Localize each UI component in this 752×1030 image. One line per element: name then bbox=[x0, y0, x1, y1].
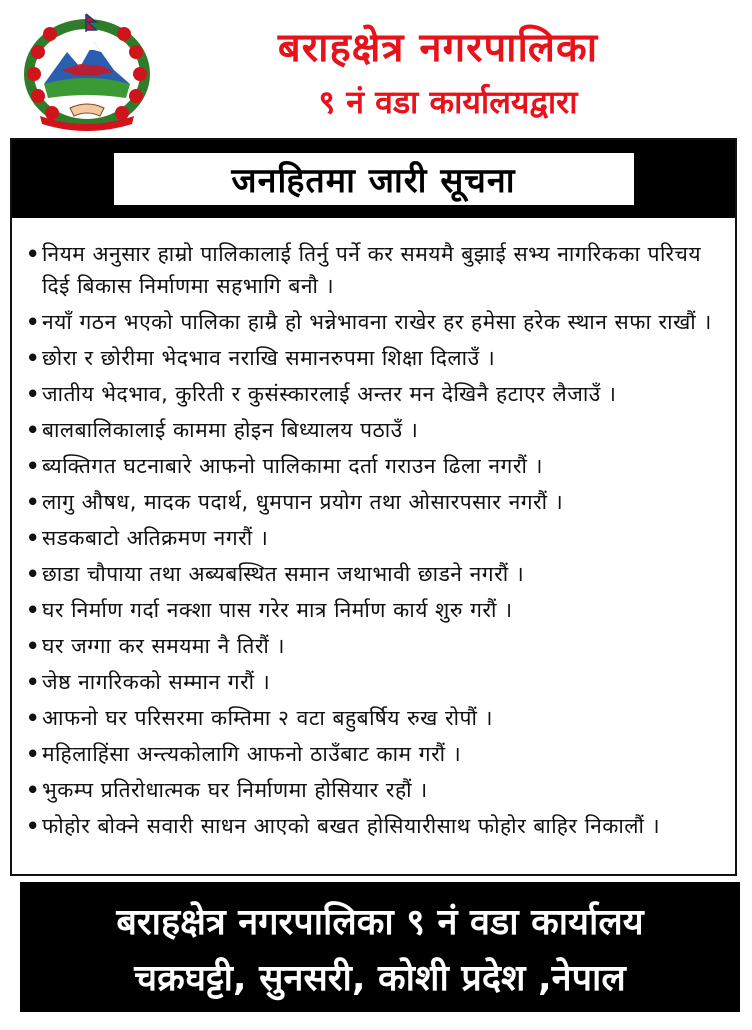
list-item: •महिलाहिंसा अन्त्यकोलागि आफनो ठाउँबाट काम गरौं । bbox=[26, 742, 462, 766]
footer-office-name: बराहक्षेत्र नगरपालिका ९ नं वडा कार्यालय bbox=[116, 902, 644, 943]
list-item: •घर निर्माण गर्दा नक्शा पास गरेर मात्र निर्माण कार्य शुरु गरौं । bbox=[26, 598, 513, 622]
list-item: •जेष्ठ नागरिकको सम्मान गरौं । bbox=[26, 670, 271, 694]
list-item: •आफनो घर परिसरमा कम्तिमा २ वटा बहुबर्षिय रुख रोपौं । bbox=[26, 706, 494, 730]
notice-frame bbox=[10, 138, 737, 876]
list-item: •नियम अनुसार हाम्रो पालिकालाई तिर्नु पर्ने कर समयमै बुझाई सभ्य नागरिकका परिचय दिई बिकास निर्माणमा सहभागि बनौ । bbox=[26, 242, 702, 298]
list-item: •जातीय भेदभाव, कुरिती र कुसंस्कारलाई अन्तर मन देखिनै हटाएर लैजाउँ । bbox=[26, 382, 617, 406]
list-item: •छाडा चौपाया तथा अब्यबस्थित समान जथाभावी छाडने नगरौं । bbox=[26, 562, 525, 586]
municipality-emblem-icon bbox=[22, 12, 152, 132]
list-item: •घर जग्गा कर समयमा नै तिरौं । bbox=[26, 634, 285, 658]
page-subtitle: ९ नं वडा कार्यालयद्वारा bbox=[318, 83, 578, 121]
footer-address: चक्रघट्टी, सुनसरी, कोशी प्रदेश ,नेपाल bbox=[134, 958, 626, 999]
list-item: •भुकम्प प्रतिरोधात्मक घर निर्माणमा होसियार रहौं । bbox=[26, 778, 428, 802]
list-item: •छोरा र छोरीमा भेदभाव नराखि समानरुपमा शिक्षा दिलाउँ । bbox=[26, 346, 496, 370]
list-item: •ब्यक्तिगत घटनाबारे आफनो पालिकामा दर्ता गराउन ढिला नगरौं । bbox=[26, 454, 544, 478]
footer-address-block bbox=[20, 882, 740, 1012]
notice-heading: जनहितमा जारी सूचना bbox=[114, 153, 634, 205]
list-item: •बालबालिकालाई काममा होइन बिध्यालय पठाउँ । bbox=[26, 418, 419, 442]
list-item: •लागु औषध, मादक पदार्थ, धुमपान प्रयोग तथा ओसारपसार नगरौं । bbox=[26, 490, 564, 514]
page-title: बराहक्षेत्र नगरपालिका bbox=[277, 25, 599, 71]
list-item: •नयाँ गठन भएको पालिका हाम्रै हो भन्नेभावना राखेर हर हमेसा हरेक स्थान सफा राखौं । bbox=[26, 310, 712, 334]
notice-list bbox=[26, 238, 727, 846]
header bbox=[0, 0, 752, 135]
notice-banner bbox=[12, 140, 735, 218]
list-item: •सडकबाटो अतिक्रमण नगरौं । bbox=[26, 526, 269, 550]
list-item: •फोहोर बोक्ने सवारी साधन आएको बखत होसियारीसाथ फोहोर बाहिर निकालौं । bbox=[26, 814, 661, 838]
